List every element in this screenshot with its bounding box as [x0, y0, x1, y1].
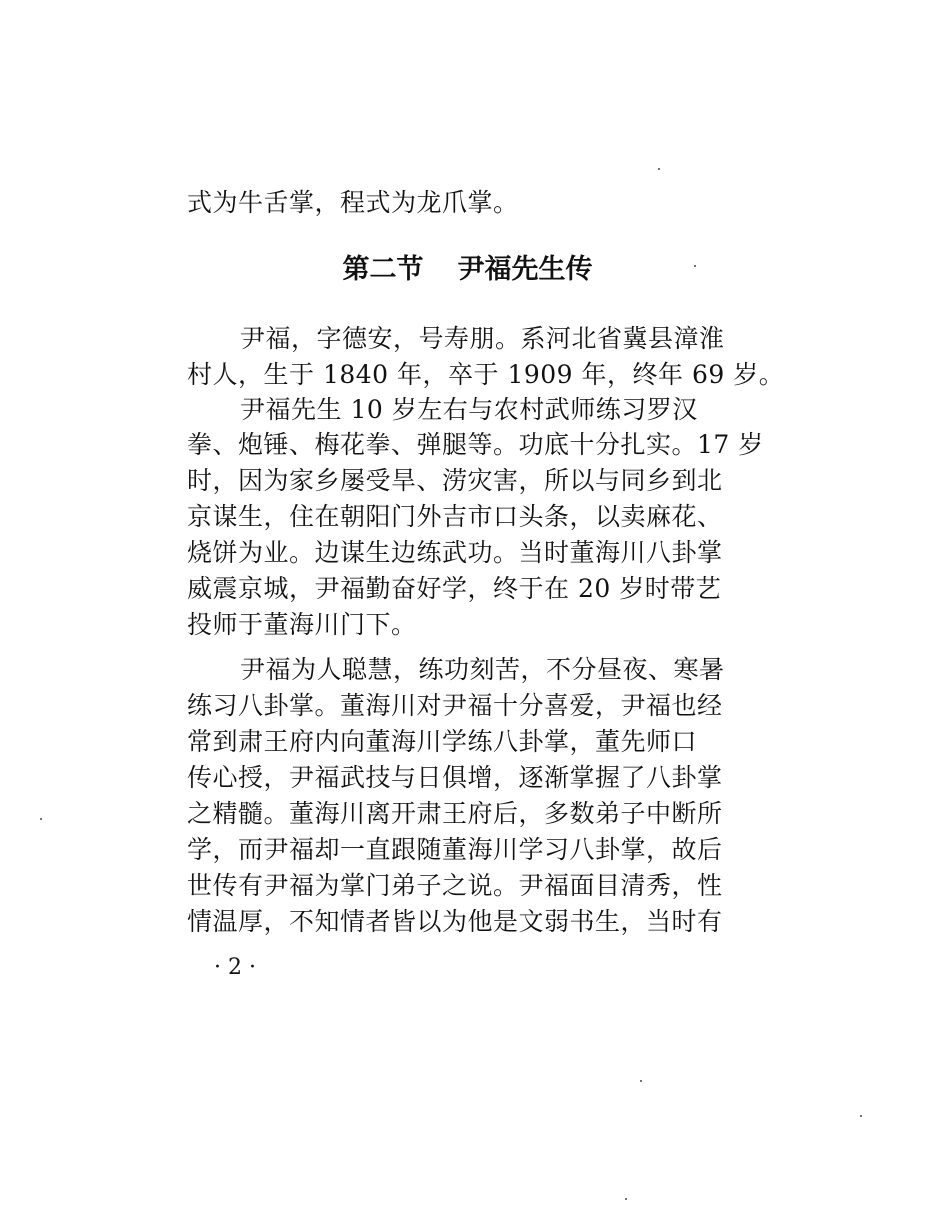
paragraph-line: 常到肃王府内向董海川学练八卦掌，董先师口	[187, 727, 698, 756]
paragraph-line: 投师于董海川门下。	[187, 610, 417, 639]
scan-speck	[40, 818, 42, 820]
paragraph-line: 传心授，尹福武技与日俱增，逐渐掌握了八卦掌	[187, 763, 723, 792]
page-number: · 2 ·	[214, 955, 256, 980]
scan-speck	[694, 265, 696, 267]
section-title: 尹福先生传	[457, 254, 593, 285]
section-heading	[0, 252, 935, 288]
section-number: 第二节	[342, 254, 424, 285]
paragraph-line: 尹福先生 10 岁左右与农村武师练习罗汉	[240, 395, 698, 424]
paragraph-line: 练习八卦掌。董海川对尹福十分喜爱，尹福也经	[187, 691, 723, 720]
paragraph-line: 尹福为人聪慧，练功刻苦，不分昼夜、寒暑	[240, 655, 725, 684]
top-text-fragment: 式为牛舌掌，程式为龙爪掌。	[187, 188, 519, 217]
scan-speck	[640, 1080, 642, 1082]
paragraph-line: 之精髓。董海川离开肃王府后，多数弟子中断所	[187, 799, 723, 828]
paragraph-line: 京谋生，住在朝阳门外吉市口头条，以卖麻花、	[187, 502, 723, 531]
scan-speck	[658, 168, 660, 170]
scan-speck	[625, 1198, 627, 1200]
paragraph-line: 烧饼为业。边谋生边练武功。当时董海川八卦掌	[187, 538, 723, 567]
paragraph-line: 拳、炮锤、梅花拳、弹腿等。功底十分扎实。17 岁	[187, 430, 764, 459]
paragraph-line: 学，而尹福却一直跟随董海川学习八卦掌，故后	[187, 835, 723, 864]
paragraph-line: 村人，生于 1840 年，卒于 1909 年，终年 69 岁。	[187, 360, 785, 389]
paragraph-line: 情温厚，不知情者皆以为他是文弱书生，当时有	[187, 907, 723, 936]
paragraph-line: 尹福，字德安，号寿朋。系河北省冀县漳淮	[240, 324, 725, 353]
paragraph-line: 世传有尹福为掌门弟子之说。尹福面目清秀，性	[187, 871, 723, 900]
paragraph-line: 威震京城，尹福勤奋好学，终于在 20 岁时带艺	[187, 574, 722, 603]
scan-speck	[860, 1115, 862, 1117]
paragraph-line: 时，因为家乡屡受旱、涝灾害，所以与同乡到北	[187, 466, 723, 495]
